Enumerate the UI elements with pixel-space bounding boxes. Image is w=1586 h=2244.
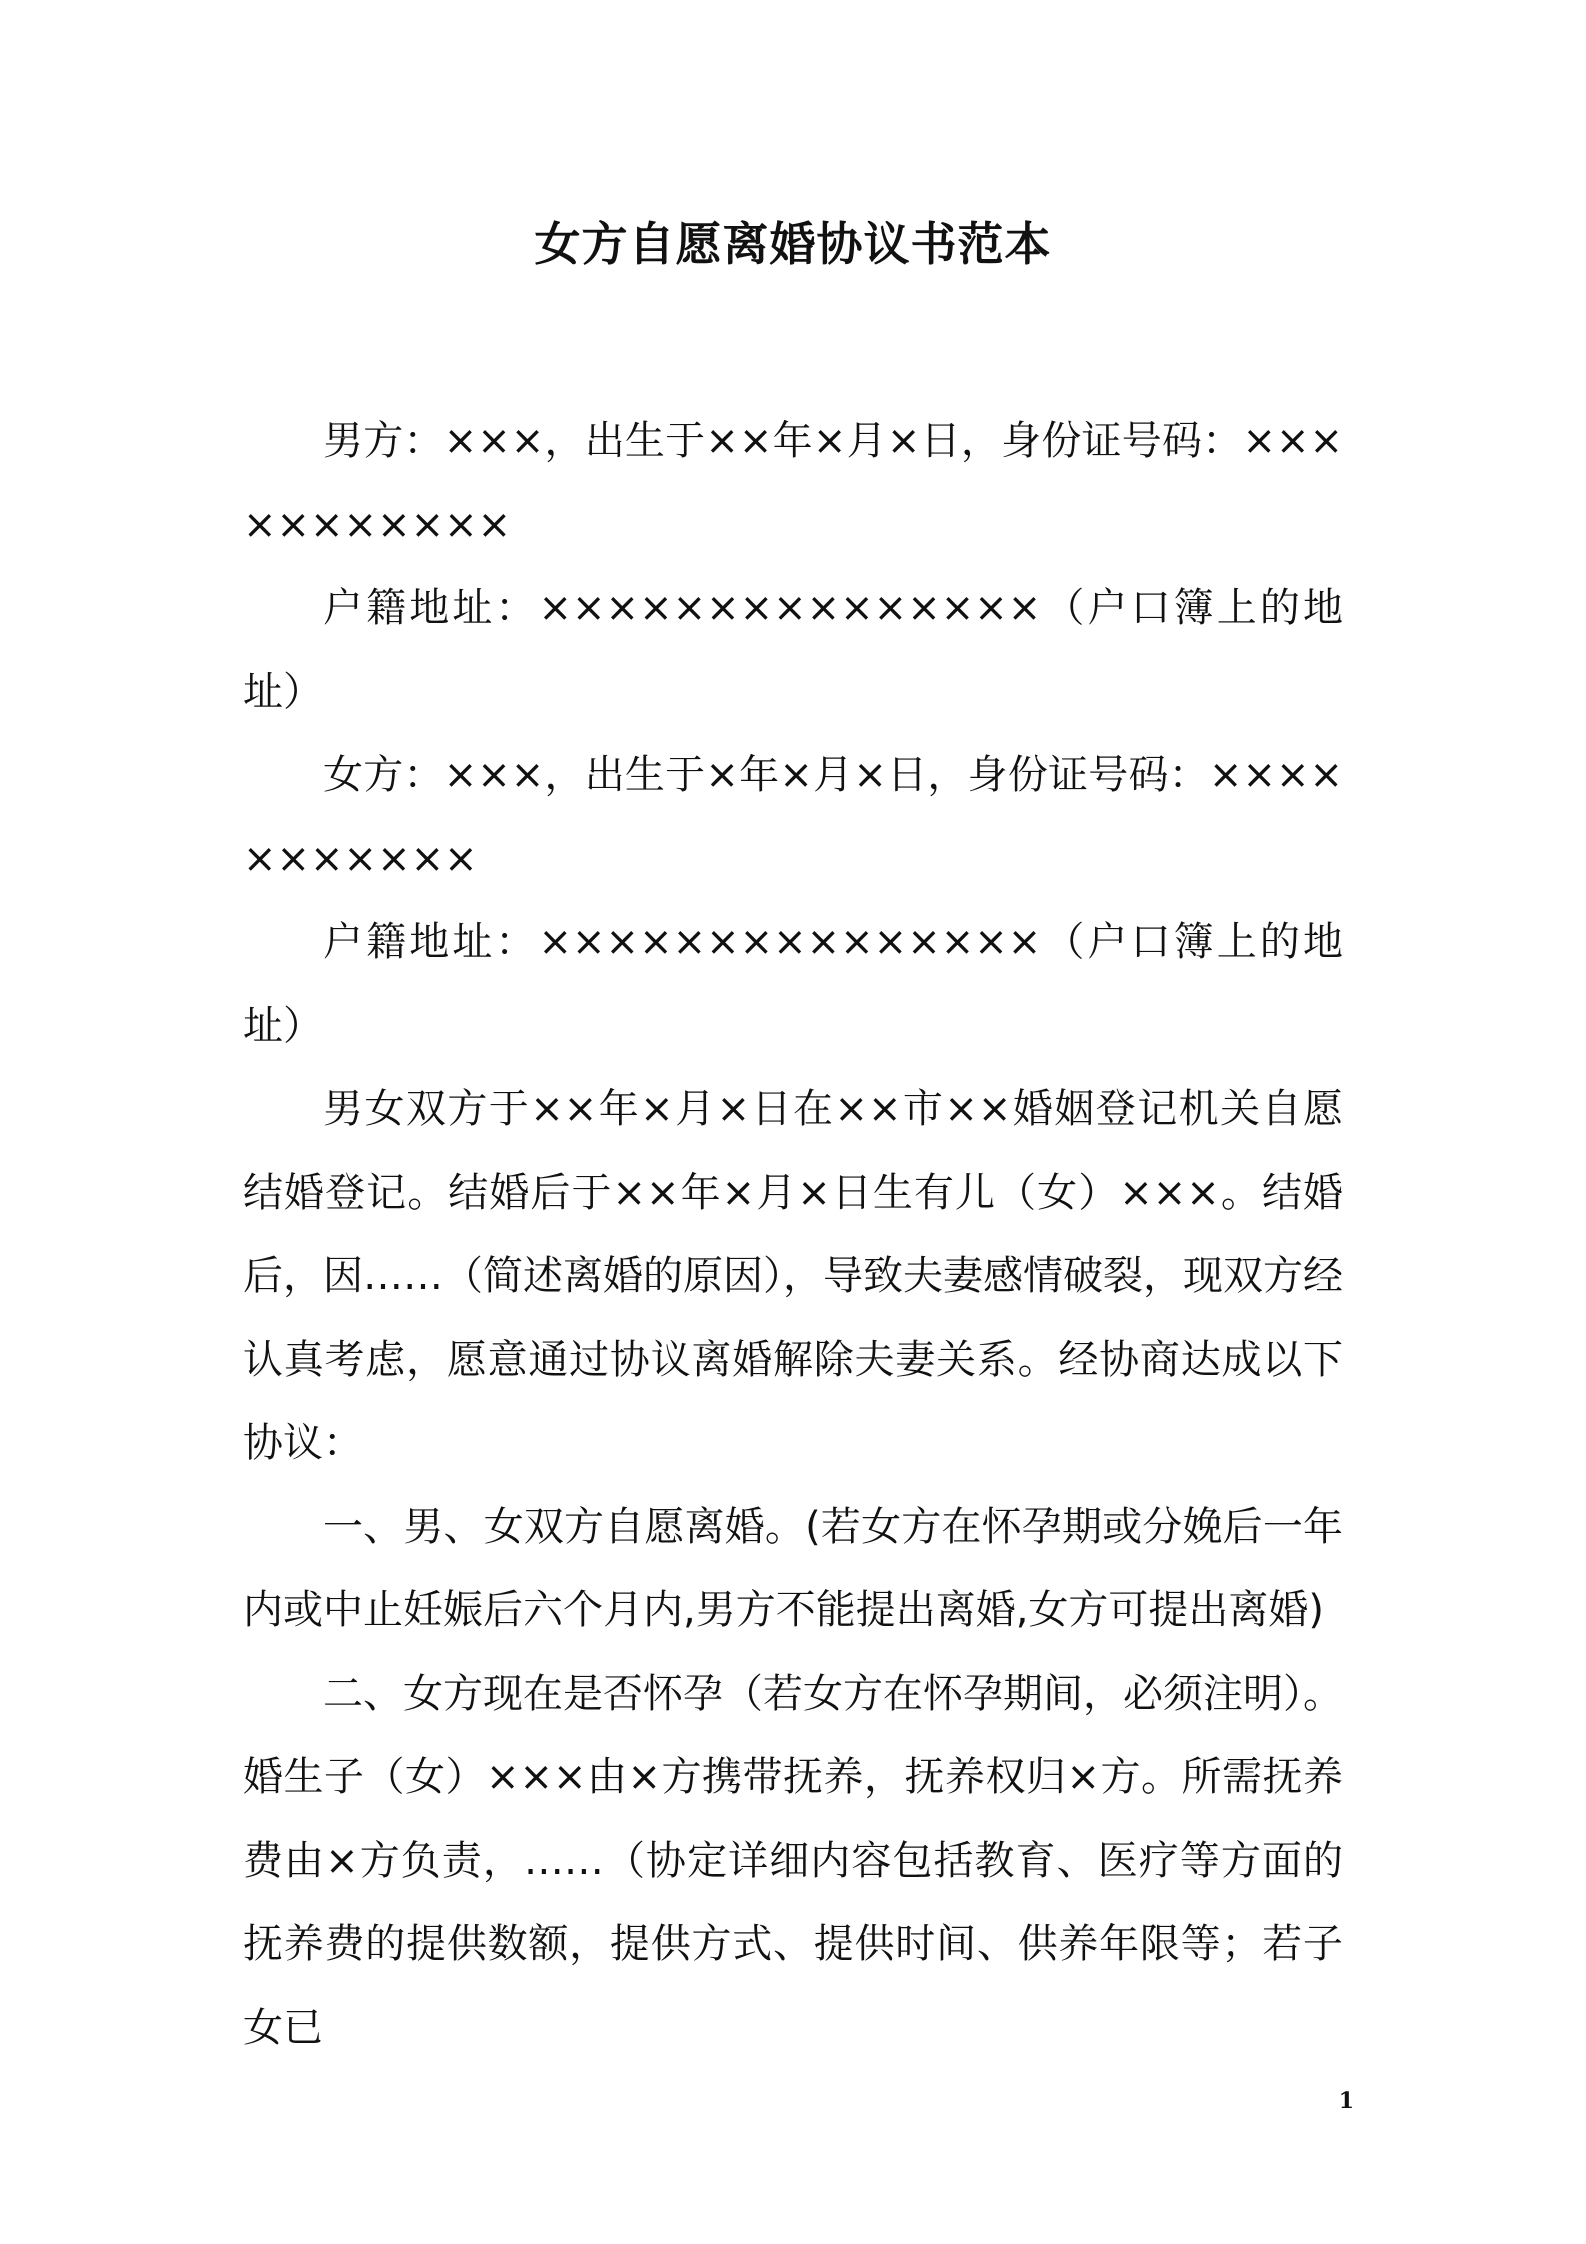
paragraph-female-party: 女方：×××，出生于×年×月×日，身份证号码：×××××××××××	[243, 752, 1343, 882]
page-number: 1	[1338, 2088, 1354, 2114]
paragraph-female-address: 户籍地址：×××××××××××××××（户口簿上的地址）	[243, 919, 1343, 1049]
paragraph-male-party: 男方：×××，出生于××年×月×日，身份证号码：×××××××××××	[243, 418, 1343, 548]
paragraph-male-address: 户籍地址：×××××××××××××××（户口簿上的地址）	[243, 585, 1343, 715]
document-title: 女方自愿离婚协议书范本	[534, 217, 1052, 271]
paragraph-clause-1: 一、男、女双方自愿离婚。(若女方在怀孕期或分娩后一年内或中止妊娠后六个月内,男方不能提出离婚,女方可提出离婚)	[243, 1503, 1343, 1633]
paragraph-background: 男女双方于××年×月×日在××市××婚姻登记机关自愿结婚登记。结婚后于××年×月×日生有儿（女）×××。结婚后，因……（简述离婚的原因），导致夫妻感情破裂，现双方经认真考虑，愿意通过协议离婚解除夫妻关系。经协商达成以下协议：	[243, 1086, 1343, 1466]
paragraph-clause-2: 二、女方现在是否怀孕（若女方在怀孕期间，必须注明）。婚生子（女）×××由×方携带抚养，抚养权归×方。所需抚养费由×方负责，……（协定详细内容包括教育、医疗等方面的抚养费的提供数额，提供方式、提供时间、供养年限等；若子女已	[243, 1670, 1343, 2051]
document-body	[243, 400, 1343, 2070]
